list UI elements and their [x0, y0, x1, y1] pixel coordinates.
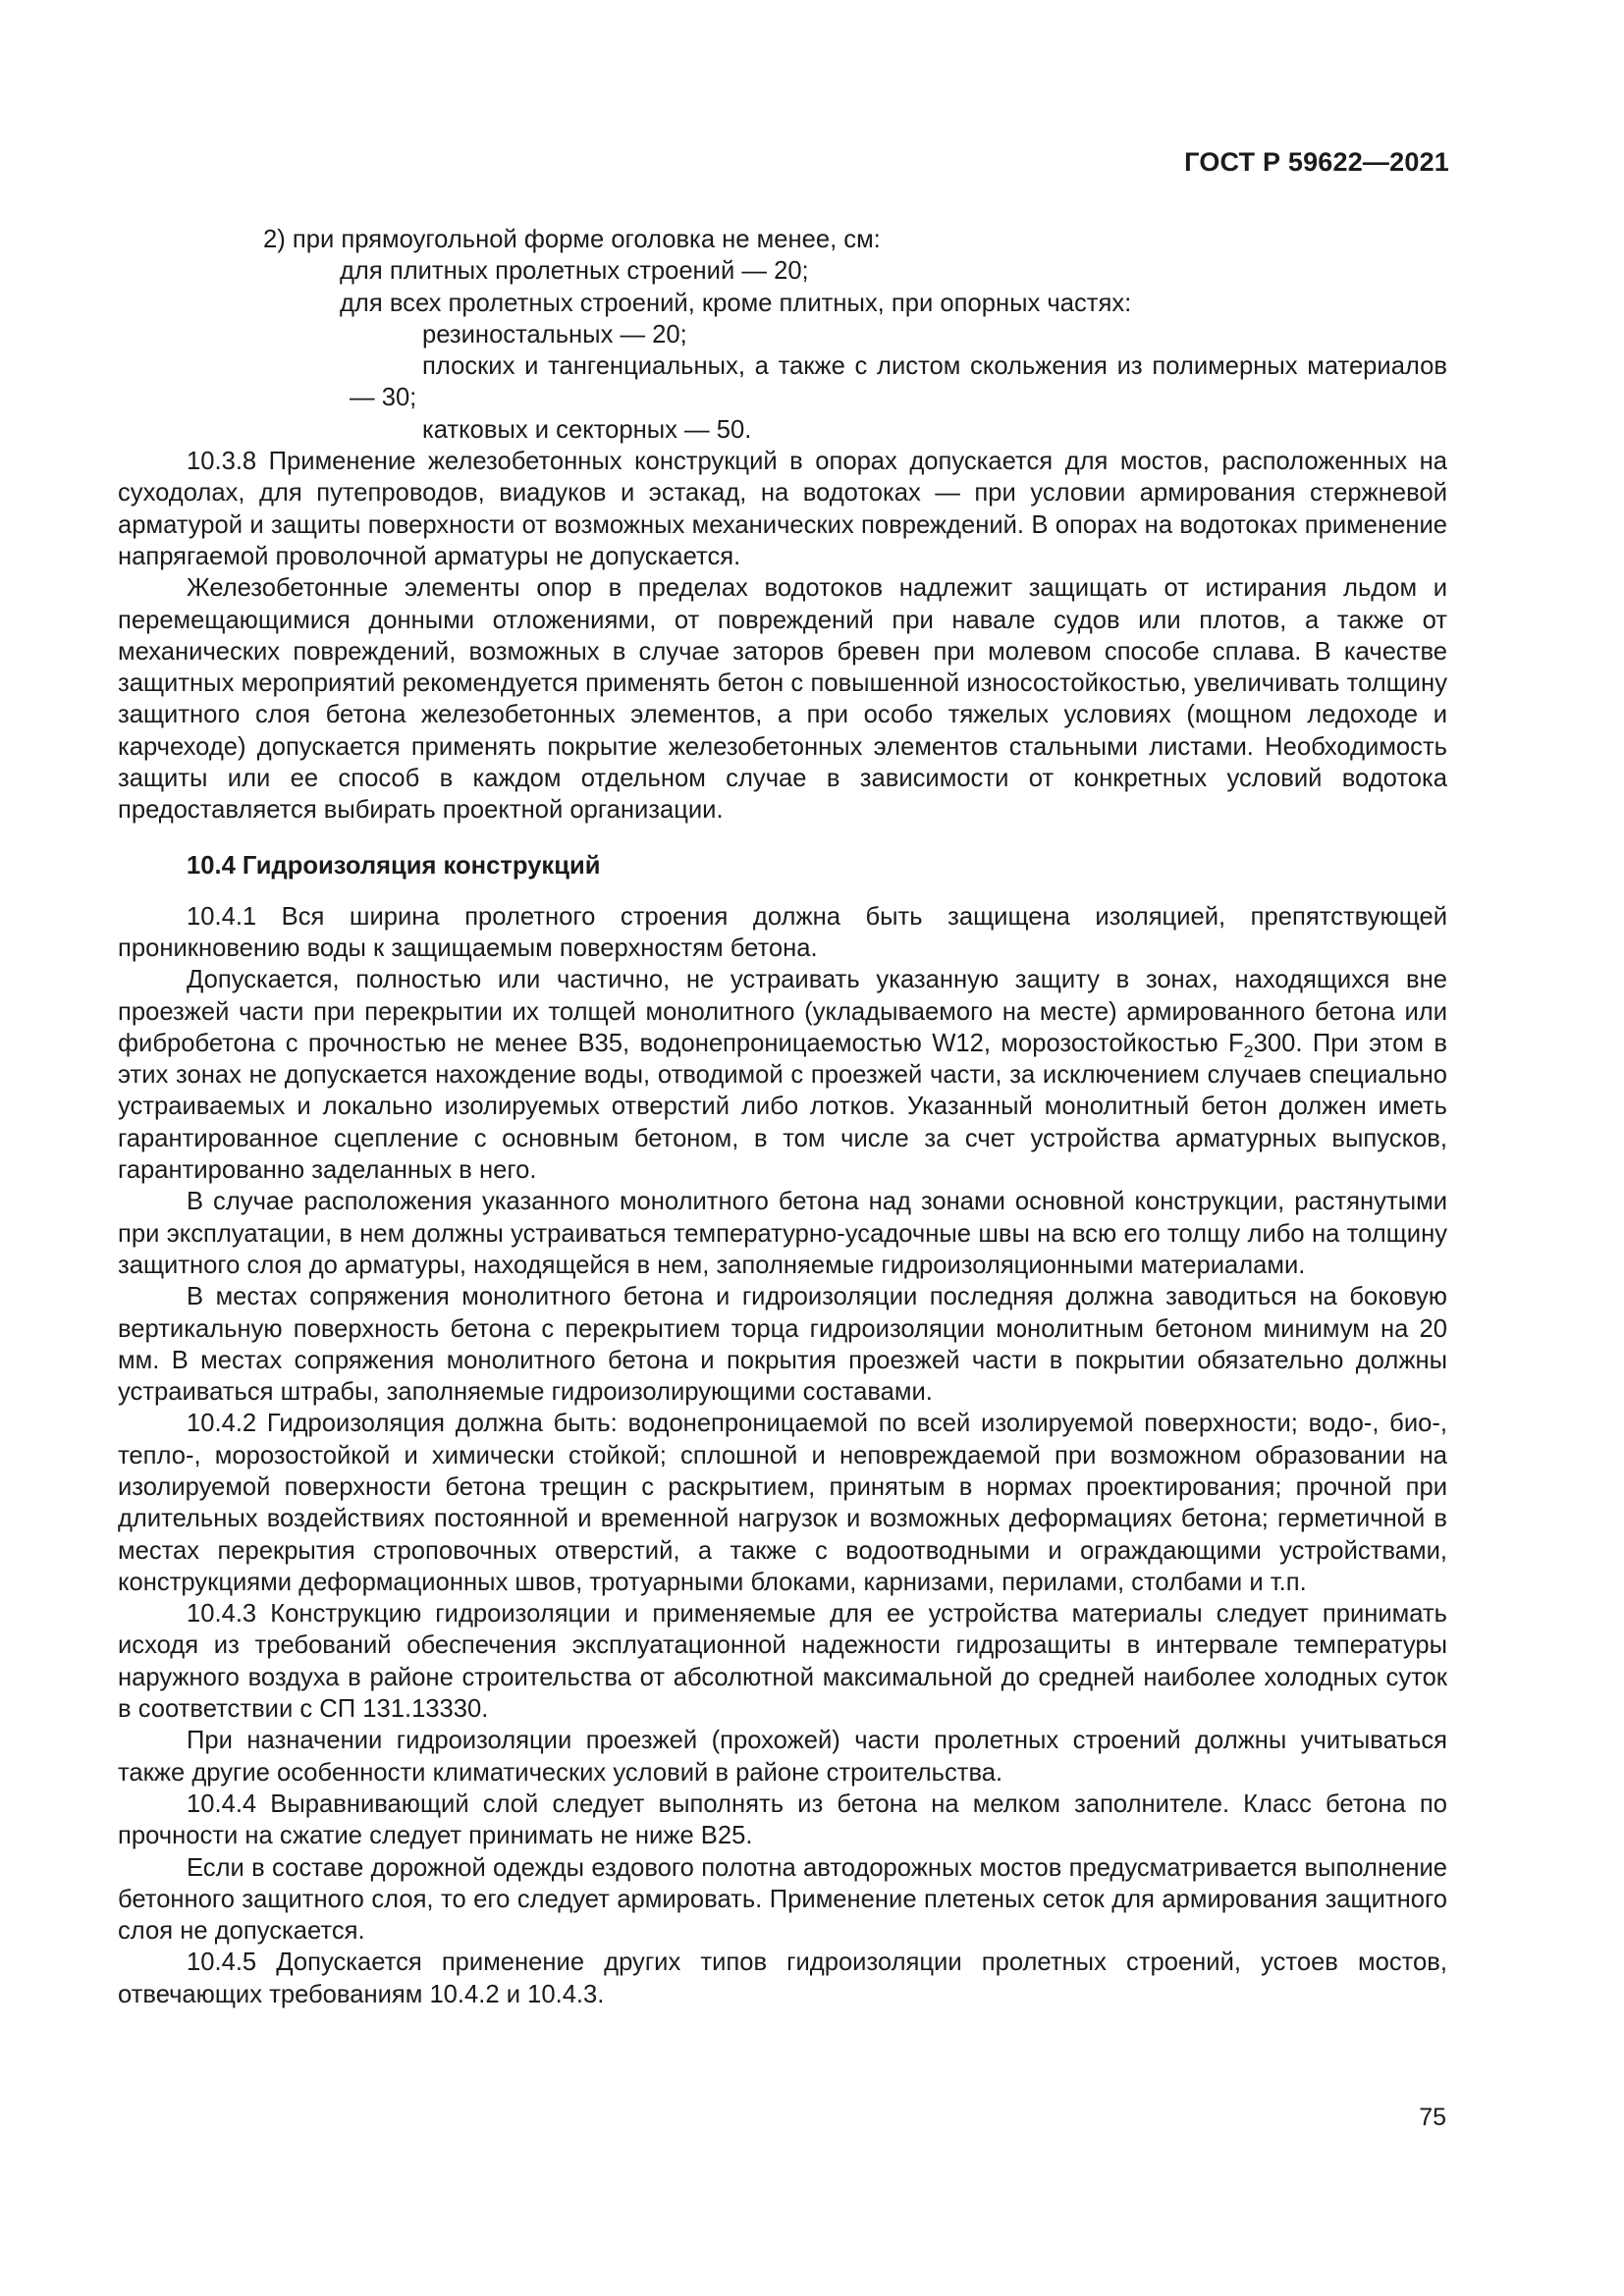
- paragraph-10-4-5: 10.4.5 Допускается применение других типов гидроизоляции пролетных строений, устоев мостов, отвечающих требованиям 10.4.2 и 10.4.3.: [118, 1949, 1447, 2008]
- page-number: 75: [1419, 2104, 1446, 2131]
- document-header-id: ГОСТ Р 59622—2021: [1184, 147, 1449, 177]
- paragraph-10-4-3: 10.4.3 Конструкцию гидроизоляции и применяемые для ее устройства материалы следует принимать исходя из требований обеспечения эксплуатационной надежности гидрозащиты в интервале температуры наружного воздуха в районе строительства от абсолютной максимальной до средней наиболее холодных суток в соответствии с СП 131.13330.: [118, 1600, 1447, 1724]
- paragraph-support-protection: Железобетонные элементы опор в пределах водотоков надлежит защищать от истирания льдом и перемещающимися донными отложениями, от повреждений при навале судов или плотов, а также от механических повреждений, возможных в случае заторов бревен при молевом способе сплава. В качестве защитных мероприятий рекомендуется применять бетон с повышенной износостойкостью, увеличивать толщину защитного слоя бетона железобетонных элементов, а при особо тяжелых условиях (мощном ледоходе и карчеходе) допускается применять покрытие железобетонных элементов стальными листами. Необходимость защиты или ее способ в каждом отдельном случае в зависимости от конкретных условий водотока предоставляется выбирать проектной организации.: [118, 574, 1447, 825]
- paragraph-allowed-zones: [118, 964, 1447, 1186]
- paragraph-allowed-zones-part-a: Допускается, полностью или частично, не устраивать указанную защиту в зонах, находящихся вне проезжей части при перекрытии их толщей монолитного (укладываемого на месте) армированного бетона или фибробетона с прочностью не менее В35, водонепроницаемостью W12, морозостойкостью F: [118, 966, 1447, 1057]
- paragraph-10-4-2: 10.4.2 Гидроизоляция должна быть: водонепроницаемой по всей изолируемой поверхности; водо-, био-, тепло-, морозостойкой и химически стойкой; сплошной и неповреждаемой при возможном образовании на изолируемой поверхности бетона трещин с раскрытием, принятым в нормах проектирования; прочной при длительных воздействиях постоянной и временной нагрузок и возможных деформациях бетона; герметичной в местах перекрытия строповочных отверстий, а также с водоотводными и ограждающими устройствами, конструкциями деформационных швов, тротуарными блоками, карнизами, перилами, столбами и т.п.: [118, 1410, 1447, 1596]
- paragraph-10-4-1: 10.4.1 Вся ширина пролетного строения должна быть защищена изоляцией, препятствующей проникновению воды к защищаемым поверхностям бетона.: [118, 902, 1447, 962]
- list-item-all-spans: для всех пролетных строений, кроме плитных, при опорных частях:: [340, 289, 1132, 317]
- paragraph-climate: При назначении гидроизоляции проезжей (прохожей) части пролетных строений должны учитываться также другие особенности климатических условий в районе строительства.: [118, 1727, 1447, 1787]
- frost-index-subscript: 2: [1243, 1041, 1254, 1061]
- list-item-rectangular-head: 2) при прямоугольной форме оголовка не менее, см:: [263, 226, 881, 253]
- paragraph-reinforcement: Если в составе дорожной одежды ездового полотна автодорожных мостов предусматривается выполнение бетонного защитного слоя, то его следует армировать. Применение плетеных сеток для армирования защитного слоя не допускается.: [118, 1853, 1447, 1946]
- paragraph-allowed-zones-part-b: 300. При этом в этих зонах не допускается нахождение воды, отводимой с проезжей части, за исключением случаев специально устраиваемых и локально изолируемых отверстий либо лотков. Указанный монолитный бетон должен иметь гарантированное сцепление с основным бетоном, в том числе за счет устройства арматурных выпусков, гарантированно заделанных в него.: [118, 1029, 1447, 1185]
- paragraph-concrete-location: В случае расположения указанного монолитного бетона над зонами основной конструкции, растянутыми при эксплуатации, в нем должны устраиваться температурно-усадочные швы на всю его толщу либо на толщину защитного слоя до арматуры, находящейся в нем, заполняемые гидроизоляционными материалами.: [118, 1188, 1447, 1279]
- list-item-plate-spans: для плитных пролетных строений — 20;: [340, 257, 809, 286]
- page-body: [118, 224, 1447, 2010]
- paragraph-10-4-4: 10.4.4 Выравнивающий слой следует выполнять из бетона на мелком заполнителе. Класс бетона по прочности на сжатие следует принимать не ниже В25.: [118, 1789, 1447, 1850]
- list-item-rubber-steel: резиностальных — 20;: [422, 320, 687, 348]
- paragraph-joints: В местах сопряжения монолитного бетона и гидроизоляции последняя должна заводиться на боковую вертикальную поверхность бетона с перекрытием торца гидроизоляции монолитным бетоном минимум на 20 мм. В местах сопряжения монолитного бетона и покрытия проезжей части в покрытии обязательно должны устраиваться штрабы, заполняемые гидроизолирующими составами.: [118, 1283, 1447, 1407]
- paragraph-10-3-8: 10.3.8 Применение железобетонных конструкций в опорах допускается для мостов, расположенных на суходолах, для путепроводов, виадуков и эстакад, на водотоках — при условии армирования стержневой арматурой и защиты поверхности от возможных механических повреждений. В опорах на водотоках применение напрягаемой проволочной арматуры не допускается.: [118, 448, 1447, 570]
- list-item-roller-sector: катковых и секторных — 50.: [422, 415, 752, 444]
- section-title-10-4: 10.4 Гидроизоляция конструкций: [187, 851, 601, 880]
- list-item-flat-tangential: плоских и тангенциальных, а также с листом скольжения из полимерных материалов — 30;: [350, 352, 1447, 412]
